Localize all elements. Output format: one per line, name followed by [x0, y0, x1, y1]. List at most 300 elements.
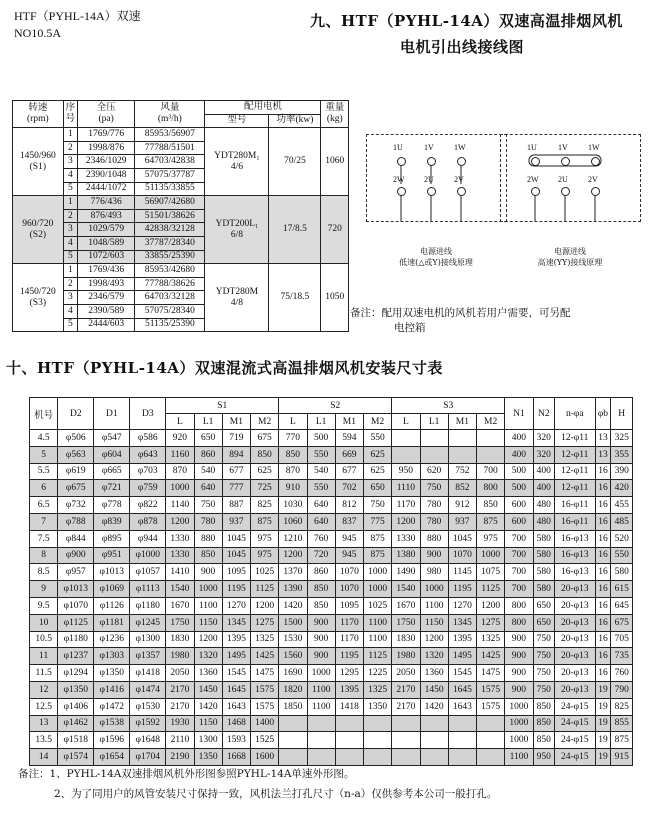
table-cell: φ675 [58, 480, 94, 497]
table-row [30, 547, 633, 564]
table-cell: 1048/589 [78, 236, 135, 250]
col-motor: 配用电机 [205, 101, 321, 115]
col-d1: D1 [94, 398, 130, 430]
table-cell: 1000 [420, 581, 448, 598]
table-cell: 1500 [279, 614, 307, 631]
table-cell: 1100 [505, 749, 533, 766]
table-cell: 1100 [194, 597, 222, 614]
table-cell: 2346/579 [78, 291, 135, 305]
table-cell: 1150 [194, 614, 222, 631]
power-cell: 70/25 [269, 128, 321, 196]
table-cell: 1025 [251, 564, 279, 581]
weight-cell: 720 [321, 196, 349, 264]
table-cell: 1070 [335, 564, 363, 581]
table-cell: 9 [30, 581, 58, 598]
table-cell: 12-φ11 [555, 430, 595, 447]
table-cell: 1029/579 [78, 223, 135, 237]
table-cell: 550 [364, 430, 392, 447]
table-cell [477, 749, 505, 766]
table-cell: 16-φ13 [555, 530, 595, 547]
table-cell: φ895 [94, 530, 130, 547]
table-cell: 33855/25390 [135, 250, 205, 264]
terminal-label: 1W [454, 143, 466, 152]
table-cell: 1070 [335, 581, 363, 598]
table-cell: 400 [505, 446, 533, 463]
table-cell: φ1574 [58, 749, 94, 766]
table-row [30, 597, 633, 614]
table-cell: 1200 [477, 597, 505, 614]
table-cell: 1380 [392, 547, 420, 564]
table-cell: 1145 [448, 564, 476, 581]
table-cell: 420 [611, 480, 633, 497]
table-cell: φ1236 [94, 631, 130, 648]
table-cell: φ1069 [94, 581, 130, 598]
table-cell: φ1294 [58, 665, 94, 682]
table-cell: 325 [611, 430, 633, 447]
table-cell: 1980 [166, 648, 194, 665]
table-cell: 1390 [279, 581, 307, 598]
table-cell: 700 [505, 547, 533, 564]
table-cell: φ1592 [130, 715, 166, 732]
table-cell: 19 [595, 749, 611, 766]
table-cell: 1750 [166, 614, 194, 631]
table-cell: 594 [335, 430, 363, 447]
table-cell [392, 732, 420, 749]
table-cell [448, 430, 476, 447]
table-cell: 10.5 [30, 631, 58, 648]
table-cell: φ1180 [58, 631, 94, 648]
table-cell: 5 [63, 182, 77, 196]
table-cell: 875 [251, 513, 279, 530]
table-cell: 1643 [448, 698, 476, 715]
table-cell: φ759 [130, 480, 166, 497]
table-cell: 669 [335, 446, 363, 463]
table-cell: 320 [533, 446, 555, 463]
table-row [30, 480, 633, 497]
table-cell: 1320 [420, 648, 448, 665]
table-cell: φ839 [94, 513, 130, 530]
power-cell: 75/18.5 [269, 264, 321, 332]
table-cell: 1095 [222, 564, 250, 581]
table-cell: 1200 [251, 597, 279, 614]
table-cell: 7 [30, 513, 58, 530]
table-cell: 750 [364, 497, 392, 514]
table-cell: 1200 [420, 631, 448, 648]
speed-cell: 1450/720 (S3) [13, 264, 64, 332]
table-cell: 2050 [392, 665, 420, 682]
table-cell: φ1418 [130, 665, 166, 682]
table-cell: 1540 [166, 581, 194, 598]
table-row [13, 128, 349, 142]
table-cell: 16 [595, 614, 611, 631]
table-cell: 480 [533, 497, 555, 514]
table-cell: 910 [279, 480, 307, 497]
col-d2: D2 [58, 398, 94, 430]
table-cell: 5.5 [30, 463, 58, 480]
terminal-dot [397, 157, 406, 166]
table-cell [392, 446, 420, 463]
table-cell: 700 [505, 564, 533, 581]
table-cell: φ619 [58, 463, 94, 480]
table-cell: 24-φ15 [555, 698, 595, 715]
table-cell: 640 [307, 497, 335, 514]
table-cell: 20-φ13 [555, 597, 595, 614]
table-cell: φ1416 [94, 681, 130, 698]
table-cell [448, 446, 476, 463]
table-cell: 780 [194, 513, 222, 530]
table-cell: 1395 [448, 631, 476, 648]
table-cell: 800 [505, 614, 533, 631]
section10-title: 十、HTF（PYHL-14A）双速混流式高温排烟风机安装尺寸表 [6, 359, 443, 377]
table-cell: 1195 [222, 581, 250, 598]
table-cell: 1210 [279, 530, 307, 547]
table-cell: 750 [533, 631, 555, 648]
table-cell: 677 [222, 463, 250, 480]
table-cell: 1300 [194, 732, 222, 749]
table-cell: 875 [364, 530, 392, 547]
table-cell: φ1530 [130, 698, 166, 715]
table-cell: 1125 [364, 648, 392, 665]
table-cell: 51501/38626 [135, 209, 205, 223]
table-cell: 900 [505, 631, 533, 648]
table-cell: 1070 [448, 547, 476, 564]
table-cell: φ732 [58, 497, 94, 514]
table-cell: 540 [307, 463, 335, 480]
table-cell: 1360 [420, 665, 448, 682]
table-cell: 3 [63, 291, 77, 305]
table-cell [477, 715, 505, 732]
table-cell: 1100 [420, 597, 448, 614]
table-cell: 3 [63, 223, 77, 237]
table-cell: φ506 [58, 430, 94, 447]
table-cell: 400 [505, 430, 533, 447]
table-cell: φ957 [58, 564, 94, 581]
table-cell: 1200 [166, 513, 194, 530]
table-cell: 1468 [222, 715, 250, 732]
section9-subtitle: 电机引出线接线图 [400, 38, 525, 56]
table-cell: 13.5 [30, 732, 58, 749]
table-cell: φ563 [58, 446, 94, 463]
table-cell: 4.5 [30, 430, 58, 447]
table-cell: φ1704 [130, 749, 166, 766]
col-n1: N1 [505, 398, 533, 430]
table-cell: 37787/28340 [135, 236, 205, 250]
table-cell [392, 715, 420, 732]
table-cell [420, 430, 448, 447]
table-cell: 750 [533, 665, 555, 682]
table-cell: 5 [30, 446, 58, 463]
table-cell: 1350 [194, 749, 222, 766]
table-cell: 1295 [335, 665, 363, 682]
col-s1: S1 [166, 398, 279, 414]
table-cell: 1420 [420, 698, 448, 715]
col-no: 机号 [30, 398, 58, 430]
table-cell: φ1125 [58, 614, 94, 631]
table-cell: 900 [307, 614, 335, 631]
table-cell: 13 [30, 715, 58, 732]
table-cell: 915 [611, 749, 633, 766]
table-cell: 10 [30, 614, 58, 631]
table-cell: φ1350 [94, 665, 130, 682]
table-cell: 776/436 [78, 196, 135, 210]
table-cell: 4 [63, 168, 77, 182]
table-cell [420, 749, 448, 766]
table-cell: 1100 [364, 614, 392, 631]
table-cell: 2444/603 [78, 318, 135, 332]
table-cell: 750 [420, 480, 448, 497]
table-cell: φ944 [130, 530, 166, 547]
table-cell: 1769/436 [78, 264, 135, 278]
table-cell: 735 [611, 648, 633, 665]
table-cell: 760 [611, 665, 633, 682]
table-cell: 1325 [477, 631, 505, 648]
table-cell: φ547 [94, 430, 130, 447]
table-cell: 675 [251, 430, 279, 447]
table-cell: 500 [505, 480, 533, 497]
table-cell: 1160 [166, 446, 194, 463]
table-cell [448, 715, 476, 732]
table-cell: 1830 [392, 631, 420, 648]
table-cell: 1345 [448, 614, 476, 631]
table-cell: 900 [505, 665, 533, 682]
table-cell [279, 749, 307, 766]
performance-table [12, 100, 349, 332]
table-cell: 580 [533, 547, 555, 564]
table-cell: φ844 [58, 530, 94, 547]
table-row [30, 631, 633, 648]
terminal-label: 1U [393, 143, 403, 152]
header-block [14, 8, 141, 42]
table-cell: 1750 [392, 614, 420, 631]
table-row [30, 614, 633, 631]
motor-type-cell: YDT200L₁ 6/8 [205, 196, 269, 264]
table-cell: 850 [533, 698, 555, 715]
speed-cell: 960/720 (S2) [13, 196, 64, 264]
table-cell: 777 [222, 480, 250, 497]
table-cell: 675 [611, 614, 633, 631]
table-cell: 6 [30, 480, 58, 497]
table-cell: 13 [595, 446, 611, 463]
table-cell: 1670 [166, 597, 194, 614]
table-cell: 702 [335, 480, 363, 497]
table-cell: 1330 [166, 530, 194, 547]
table-cell: 42838/32128 [135, 223, 205, 237]
col-m2: M2 [251, 414, 279, 430]
table-cell: 870 [166, 463, 194, 480]
col-seq: 序 号 [63, 101, 77, 128]
table-cell: φ1518 [58, 732, 94, 749]
motor-type-cell: YDT280M 4/8 [205, 264, 269, 332]
table-cell: 650 [533, 614, 555, 631]
table-cell: 16 [595, 463, 611, 480]
table-cell: 1150 [420, 614, 448, 631]
table-cell: 2 [63, 209, 77, 223]
table-cell: 837 [335, 513, 363, 530]
table-row [30, 530, 633, 547]
table-cell: φ1596 [94, 732, 130, 749]
table-cell: φ1303 [94, 648, 130, 665]
table-cell: 1000 [307, 665, 335, 682]
table-cell: φ1300 [130, 631, 166, 648]
table-cell: 1575 [477, 681, 505, 698]
terminal-label: 1V [424, 143, 434, 152]
table-row [30, 581, 633, 598]
table-cell: 677 [335, 463, 363, 480]
table-cell [448, 749, 476, 766]
table-cell [477, 732, 505, 749]
col-n2: N2 [533, 398, 555, 430]
table-cell: 912 [448, 497, 476, 514]
terminal-dot [561, 187, 570, 196]
table-cell: 825 [611, 698, 633, 715]
table-row [13, 264, 349, 278]
table-cell [279, 732, 307, 749]
table-cell [335, 715, 363, 732]
table-cell: 700 [477, 463, 505, 480]
footnotes: 备注：1、PYHL-14A双速排烟风机外形图参照PYHL-14A单速外形图。 2、为了同用户的风管安装尺寸保持一致，风机法兰打孔尺寸（n-a）仅供参考本公司一般打孔。 [18, 768, 498, 800]
table-cell: 85953/56907 [135, 128, 205, 142]
table-cell: 1275 [477, 614, 505, 631]
table-cell: φ900 [58, 547, 94, 564]
table-cell: 2170 [392, 681, 420, 698]
table-cell: 937 [448, 513, 476, 530]
table-cell: 780 [420, 513, 448, 530]
table-cell: 1350 [364, 698, 392, 715]
table-cell: 19 [595, 681, 611, 698]
table-cell: 1418 [335, 698, 363, 715]
table-cell: 355 [611, 446, 633, 463]
table-cell: 600 [505, 497, 533, 514]
table-cell: 625 [364, 446, 392, 463]
table-cell: 850 [307, 581, 335, 598]
terminal-label: 1V [558, 143, 568, 152]
terminal-label: 2V [588, 175, 598, 184]
table-cell: 500 [505, 463, 533, 480]
table-cell: φ665 [94, 463, 130, 480]
table-cell: 1525 [251, 732, 279, 749]
table-cell: 1495 [448, 648, 476, 665]
table-cell: 850 [251, 446, 279, 463]
table-cell: 1830 [166, 631, 194, 648]
table-cell: φ1462 [58, 715, 94, 732]
col-flow: 风量 (m³/h) [135, 101, 205, 128]
table-cell: φ878 [130, 513, 166, 530]
terminal-dot [531, 187, 540, 196]
table-row [30, 665, 633, 682]
table-row [30, 681, 633, 698]
terminal-label: 2W [527, 175, 539, 184]
table-cell: 20-φ13 [555, 648, 595, 665]
table-cell: φ586 [130, 430, 166, 447]
table-cell: φ1126 [94, 597, 130, 614]
table-cell: 580 [533, 581, 555, 598]
table-cell: 1370 [279, 564, 307, 581]
table-cell: 790 [611, 681, 633, 698]
col-h: H [611, 398, 633, 430]
terminal-dot [531, 157, 540, 166]
table-cell: 1545 [448, 665, 476, 682]
table-cell: 980 [420, 564, 448, 581]
table-cell: 77788/38626 [135, 277, 205, 291]
table-row [30, 446, 633, 463]
table-cell: 19 [595, 715, 611, 732]
col-s2: S2 [279, 398, 392, 414]
section9-note: 备注：配用双速电机的风机若用户需要，可另配 电控箱 [350, 307, 571, 334]
table-cell: 2110 [166, 732, 194, 749]
table-cell: 850 [533, 715, 555, 732]
table-cell: 24-φ15 [555, 715, 595, 732]
terminal-dot [561, 157, 570, 166]
table-cell: 1998/876 [78, 141, 135, 155]
table-cell [364, 749, 392, 766]
table-cell: 485 [611, 513, 633, 530]
table-cell: 1325 [251, 631, 279, 648]
table-row [30, 715, 633, 732]
table-cell [477, 446, 505, 463]
table-cell: 1575 [251, 681, 279, 698]
terminal-dot [427, 187, 436, 196]
table-cell: 650 [533, 597, 555, 614]
table-cell: 1000 [166, 480, 194, 497]
weight-cell: 1060 [321, 128, 349, 196]
table-cell: 1330 [392, 530, 420, 547]
table-cell: 870 [279, 463, 307, 480]
col-s3: S3 [392, 398, 505, 414]
table-cell: 2170 [166, 698, 194, 715]
table-cell [335, 749, 363, 766]
table-cell: 1200 [392, 513, 420, 530]
table-cell: 320 [533, 430, 555, 447]
col-b: φb [595, 398, 611, 430]
table-cell: 16 [595, 564, 611, 581]
table-cell: 14 [30, 749, 58, 766]
table-cell: 19 [595, 698, 611, 715]
table-cell [420, 715, 448, 732]
table-cell: 2170 [166, 681, 194, 698]
terminal-dot [591, 157, 600, 166]
terminal-dot [397, 187, 406, 196]
table-cell: 650 [194, 430, 222, 447]
table-cell: 650 [364, 480, 392, 497]
table-cell: 390 [611, 463, 633, 480]
table-cell: φ1474 [130, 681, 166, 698]
table-cell: φ1237 [58, 648, 94, 665]
table-cell: 16-φ11 [555, 497, 595, 514]
table-cell: 2 [63, 141, 77, 155]
terminal-dot [427, 157, 436, 166]
table-cell: 1600 [251, 749, 279, 766]
terminal-label: 2W [393, 175, 405, 184]
table-cell: 640 [307, 513, 335, 530]
col-m1: M1 [222, 414, 250, 430]
table-cell: 16 [595, 513, 611, 530]
terminal-dot [591, 187, 600, 196]
table-cell: 1593 [222, 732, 250, 749]
table-cell: 850 [307, 597, 335, 614]
table-cell: 1125 [477, 581, 505, 598]
col-m1: M1 [335, 414, 363, 430]
table-cell: 900 [420, 547, 448, 564]
terminal-dot [457, 157, 466, 166]
table-cell: 880 [194, 530, 222, 547]
table-cell: 1450 [194, 681, 222, 698]
table-cell: 5 [63, 250, 77, 264]
table-cell: 775 [364, 513, 392, 530]
table-cell: 57075/37787 [135, 168, 205, 182]
table-cell: 1980 [392, 648, 420, 665]
terminal-label: 1U [527, 143, 537, 152]
table-cell: 16 [595, 648, 611, 665]
